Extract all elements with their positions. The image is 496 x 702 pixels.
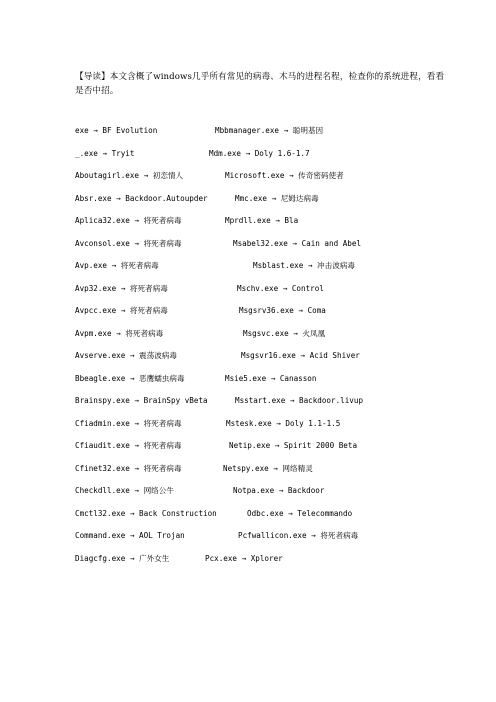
process-entry-left: Cfinet32.exe → 将死者病毒 <box>75 463 182 473</box>
process-entry-right: Mprdll.exe → Bla <box>225 216 299 225</box>
process-entry-right: Netspy.exe → 网络精灵 <box>223 463 313 473</box>
process-row <box>75 486 475 509</box>
process-entry-left: Bbeagle.exe → 恶鹰蠕虫病毒 <box>75 373 185 383</box>
process-entry-right: Msblast.exe → 冲击波病毒 <box>253 261 355 270</box>
process-entry-left: Diagcfg.exe → 广外女生 <box>75 553 170 563</box>
process-entry-right: Notpa.exe → Backdoor <box>233 486 325 495</box>
process-entry-left: Absr.exe → Backdoor.Autoupder <box>75 193 208 203</box>
process-row <box>75 509 475 532</box>
process-entry-left: _.exe → Tryit <box>75 148 135 158</box>
process-entry-left: Cfiaudit.exe → 将死者病毒 <box>75 441 182 450</box>
process-entry-left: Aplica32.exe → 将死者病毒 <box>75 216 182 225</box>
process-entry-right: Netip.exe → Spirit 2000 Beta <box>229 441 358 450</box>
process-entry-right: Mmc.exe → 尼姆达病毒 <box>235 193 319 203</box>
process-row <box>75 531 475 554</box>
process-row <box>75 261 475 284</box>
process-row <box>75 126 475 149</box>
process-entry-right: Mstesk.exe → Doly 1.1-1.5 <box>226 418 341 428</box>
process-row <box>75 419 475 442</box>
process-entry-right: Msgsvc.exe → 火凤凰 <box>243 328 326 338</box>
process-entry-left: Avpm.exe → 将死者病毒 <box>75 328 164 338</box>
process-entry-left: Aboutagirl.exe → 初恋情人 <box>75 171 184 180</box>
process-entry-right: Mschv.exe → Control <box>237 283 324 293</box>
process-entry-right: Microsoft.exe → 传奇密码使者 <box>225 171 344 180</box>
process-entry-right: Odbc.exe → Telecommando <box>247 508 353 518</box>
process-row <box>75 351 475 374</box>
process-entry-left: exe → BF Evolution <box>75 126 158 135</box>
process-entry-left: Cfiadmin.exe → 将死者病毒 <box>75 418 182 428</box>
process-row <box>75 464 475 487</box>
process-row <box>75 284 475 307</box>
process-row <box>75 216 475 239</box>
process-entry-right: Pcfwallicon.exe → 将死者病毒 <box>238 531 359 540</box>
process-entry-right: Msie5.exe → Canasson <box>225 373 317 383</box>
process-entry-right: Mbbmanager.exe → 聪明基因 <box>215 126 324 135</box>
process-entry-left: Avp.exe → 将死者病毒 <box>75 261 159 270</box>
process-entry-right: Msgsrv36.exe → Coma <box>239 306 326 315</box>
process-entry-right: Msgsvr16.exe → Acid Shiver <box>241 351 360 360</box>
process-entry-left: Avpcc.exe → 将死者病毒 <box>75 306 168 315</box>
process-row <box>75 149 475 172</box>
process-entry-left: Checkdll.exe → 网络公牛 <box>75 486 174 495</box>
intro-paragraph: 【导读】本文含概了windows几乎所有常见的病毒、木马的进程名程，检查你的系统进程，看看是否中招。 <box>75 72 445 96</box>
process-entry-right: Pcx.exe → Xplorer <box>205 553 283 563</box>
process-entry-left: Command.exe → AOL Trojan <box>75 531 185 540</box>
process-row <box>75 194 475 217</box>
process-row <box>75 554 475 577</box>
process-row <box>75 239 475 262</box>
process-entry-left: Brainspy.exe → BrainSpy vBeta <box>75 396 208 405</box>
process-entry-left: Avp32.exe → 将死者病毒 <box>75 283 168 293</box>
process-entry-right: Mdm.exe → Doly 1.6-1.7 <box>209 148 310 158</box>
process-row <box>75 441 475 464</box>
process-entry-right: Msstart.exe → Backdoor.livup <box>235 396 364 405</box>
process-row <box>75 329 475 352</box>
process-entry-right: Msabel32.exe → Cain and Abel <box>233 238 362 248</box>
process-row <box>75 306 475 329</box>
process-entry-left: Cmctl32.exe → Back Construction <box>75 508 217 518</box>
process-row <box>75 171 475 194</box>
process-row <box>75 374 475 397</box>
process-list <box>75 126 475 576</box>
process-entry-left: Avserve.exe → 震荡波病毒 <box>75 351 177 360</box>
process-row <box>75 396 475 419</box>
process-entry-left: Avconsol.exe → 将死者病毒 <box>75 238 182 248</box>
